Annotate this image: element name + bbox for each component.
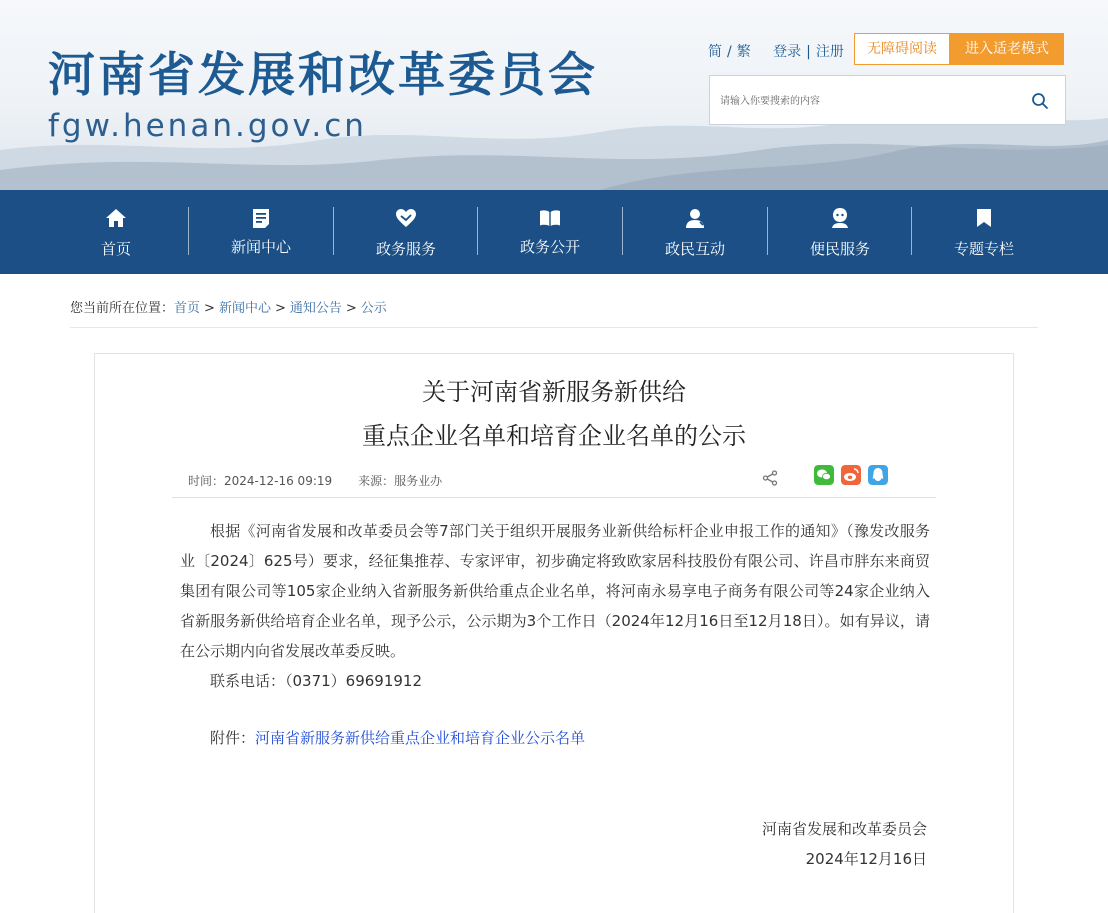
nav-divider [333,207,334,255]
divider [172,497,936,498]
search-box [709,75,1066,125]
wechat-icon[interactable] [814,465,834,485]
contact-phone: 联系电话：（0371）69691912 [210,672,423,690]
nav-item-gov-service[interactable] [334,190,478,274]
lang-separator: / [727,44,732,60]
breadcrumb-home[interactable]: 首页 [174,301,201,316]
bookmark-icon [973,207,995,229]
article-paragraph: 根据《河南省发展和改革委员会等7部门关于组织开展服务业新供给标杆企业申报工作的通知》（豫发改服务业〔2024〕625号）要求，经征集推荐、专家评审，初步确定将致欧家居科技股份有限公司、许昌市胖东来商贸集团有限公司等105家企业纳入省新服务新供给重点企业名单，将河南永易享电子商务有限公司等24家企业纳入省新服务新供给培育企业名单，现予公示，公示期为3个工作日（2024年12月16日至12月18日）。如有异议，请在公示期内向省发展改革委反映。 [180,522,930,660]
nav-item-special[interactable] [912,190,1056,274]
nav-item-label: 政务服务 [375,240,436,258]
nav-item-news[interactable] [189,190,333,274]
nav-item-label: 专题专栏 [953,240,1014,258]
signature-date: 2024年12月16日 [805,850,927,868]
login-link[interactable]: 登录 [773,44,802,60]
article-meta [188,472,468,489]
article-title-line1: 关于河南省新服务新供给 [422,378,686,406]
nav-item-label: 政务公开 [519,238,580,256]
main-nav [0,190,1108,274]
interaction-user-icon [684,207,706,229]
breadcrumb-prefix: 您当前所在位置： [70,301,175,316]
elder-mode-button[interactable]: 进入适老模式 [950,33,1064,65]
share-icon[interactable] [762,470,778,486]
search-input[interactable] [718,90,1022,112]
qq-icon[interactable] [868,465,888,485]
attachment-link[interactable]: 河南省新服务新供给重点企业和培育企业公示名单 [255,729,586,747]
article [94,353,1014,913]
signature-org: 河南省发展和改革委员会 [761,820,927,838]
weibo-icon[interactable] [841,465,861,485]
article-title-line2: 重点企业名单和培育企业名单的公示 [362,422,746,450]
accessible-reading-button[interactable]: 无障碍阅读 [854,33,950,65]
convenience-person-icon [829,207,851,229]
publish-time: 时间：2024-12-16 09:19 [188,474,333,488]
breadcrumb [70,297,387,316]
nav-item-home[interactable] [44,190,188,274]
lang-traditional-link[interactable]: 繁 [736,44,751,60]
breadcrumb-separator: > [204,301,215,316]
register-link[interactable]: 注册 [815,44,844,60]
nav-item-label: 首页 [100,240,131,258]
attachment-label: 附件： [210,729,256,747]
home-icon [105,207,127,229]
open-book-icon [539,207,561,229]
search-icon[interactable] [1031,92,1049,110]
site-domain: fgw.henan.gov.cn [48,108,367,144]
nav-item-label: 政民互动 [664,240,725,258]
article-source: 来源：服务业办 [358,474,443,488]
nav-divider [477,207,478,255]
lang-simplified-link[interactable]: 简 [708,44,722,60]
top-links [708,41,844,61]
site-header [0,0,1108,190]
nav-item-interaction[interactable] [623,190,767,274]
site-title: 河南省发展和改革委员会 [48,48,598,103]
nav-item-label: 新闻中心 [230,238,291,256]
nav-divider [911,207,912,255]
divider [70,327,1038,328]
attachment [210,727,585,748]
article-body [180,516,930,696]
auth-separator: | [806,44,811,60]
breadcrumb-notice[interactable]: 通知公告 [289,301,342,316]
nav-item-label: 便民服务 [809,240,870,258]
breadcrumb-separator: > [274,301,286,316]
breadcrumb-publicity[interactable]: 公示 [360,301,387,316]
nav-divider [188,207,189,255]
service-heart-icon [395,207,417,229]
nav-item-gov-open[interactable] [478,190,622,274]
breadcrumb-separator: > [345,301,357,316]
nav-divider [767,207,768,255]
nav-item-convenience[interactable] [768,190,912,274]
nav-divider [622,207,623,255]
news-icon [250,207,272,229]
breadcrumb-news[interactable]: 新闻中心 [218,301,271,316]
